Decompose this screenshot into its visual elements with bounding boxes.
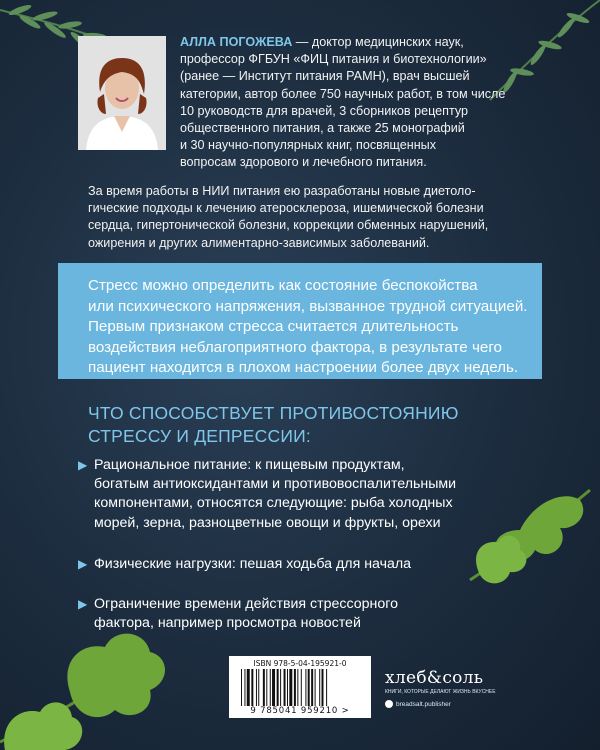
bio-line: 10 руководств для врачей, 3 сборников рецептур [180, 103, 469, 118]
barcode-bar [326, 669, 327, 706]
section-heading [88, 402, 528, 448]
barcode-bar [305, 669, 306, 706]
publisher-site [385, 700, 505, 708]
barcode-bars-image [241, 669, 359, 706]
advice-item-nutrition: ▶ Рациональное питание: к пищевым продуктам, богатым антиоксидантами и противовоспалительными компонентами, относятся следующие: рыба холодных морей, зерна, разноцветные овощи и фрукты, орехи [78, 457, 457, 531]
publisher-logo: хлеб&соль [385, 668, 484, 688]
barcode-bar [319, 669, 320, 706]
advice-list [78, 456, 518, 633]
band-line: или психического напряжения, вызванное трудной ситуацией. [88, 297, 528, 315]
publisher-block [385, 668, 505, 708]
social-icon [385, 700, 393, 708]
bio-line: профессор ФГБУН «ФИЦ питания и биотехнологии» [180, 52, 487, 67]
isbn-number: ISBN 978-5-04-195921-0 [253, 659, 347, 668]
band-line: воздействия неблагоприятного фактора, в результате чего [88, 338, 502, 356]
barcode-bar [277, 669, 279, 706]
barcode-bar [294, 669, 296, 706]
barcode-bar [315, 669, 316, 706]
bio-line: общественного питания, а также 25 монографий [180, 121, 465, 136]
barcode-bar [322, 669, 324, 706]
advice-item-exercise: ▶ Физические нагрузки: пешая ходьба для начала [78, 555, 518, 574]
author-name: АЛЛА ПОГОЖЕВА [180, 35, 293, 49]
band-line: пациент находится в плохом настроении более двух недель. [88, 359, 519, 377]
barcode-bar [301, 669, 302, 706]
triangle-bullet-icon: ▶ [78, 597, 88, 612]
band-line: Стресс можно определить как состояние беспокойства [88, 277, 478, 294]
barcode-bar [280, 669, 281, 706]
barcode-bar [266, 669, 267, 706]
barcode-bar [247, 669, 250, 706]
barcode-bar [251, 669, 253, 706]
paragraph-line: За время работы в НИИ питания ею разработаны новые диетоло- [88, 184, 476, 198]
heading-line: ЧТО СПОСОБСТВУЕТ ПРОТИВОСТОЯНИЮ [88, 403, 459, 423]
barcode-bar [270, 669, 271, 706]
barcode-bar [308, 669, 310, 706]
barcode-bar [311, 669, 313, 706]
barcode-bar [241, 669, 242, 706]
publisher-site-text: breadsalt.publisher [396, 700, 451, 708]
paragraph-line: гические подходы к лечению атеросклероза, ишемической болезни [88, 201, 484, 216]
barcode-bar [244, 669, 245, 706]
barcode-bar [289, 669, 292, 706]
ean-digits: 9 785041 959210 > [250, 706, 350, 716]
barcode-bar [287, 669, 288, 706]
bio-line: и 30 научно-популярных книг, посвященных [180, 138, 437, 153]
barcode-bar [297, 669, 298, 706]
barcode-bar [263, 669, 265, 706]
band-line: Первым признаком стресса считается длительность [88, 318, 459, 336]
paragraph-line: ожирения и других алиментарно-зависимых заболеваний. [88, 235, 430, 250]
bio-line: категории, автор более 750 научных работ, в том числе [180, 86, 506, 101]
triangle-bullet-icon: ▶ [78, 556, 88, 571]
barcode-bar [258, 669, 259, 706]
barcode [229, 656, 371, 718]
heading-line: СТРЕССУ И ДЕПРЕССИИ: [88, 426, 311, 446]
advice-item-news-limit: ▶ Ограничение времени действия стрессорного фактора, например просмотра новостей [78, 596, 399, 632]
stress-definition-text [88, 276, 528, 379]
bio-line: (ранее — Институт питания РАМН), врач высшей [180, 69, 470, 84]
author-photo [78, 36, 166, 150]
triangle-bullet-icon: ▶ [78, 458, 88, 472]
barcode-bar [284, 669, 286, 706]
author-bio [180, 34, 520, 172]
barcode-bar [256, 669, 257, 706]
bio-line: вопросам здорового и лечебного питания. [180, 155, 427, 170]
paragraph-line: сердца, гипертонической болезни, коррекции обменных нарушений, [88, 218, 489, 233]
barcode-bar [272, 669, 275, 706]
author-research-paragraph [88, 183, 508, 252]
bio-line: АЛЛА ПОГОЖЕВА — доктор медицинских наук, [180, 35, 464, 49]
publisher-slogan: КНИГИ, КОТОРЫЕ ДЕЛАЮТ ЖИЗНЬ ВКУСНЕЕ [385, 689, 496, 695]
author-portrait-image [78, 36, 166, 150]
